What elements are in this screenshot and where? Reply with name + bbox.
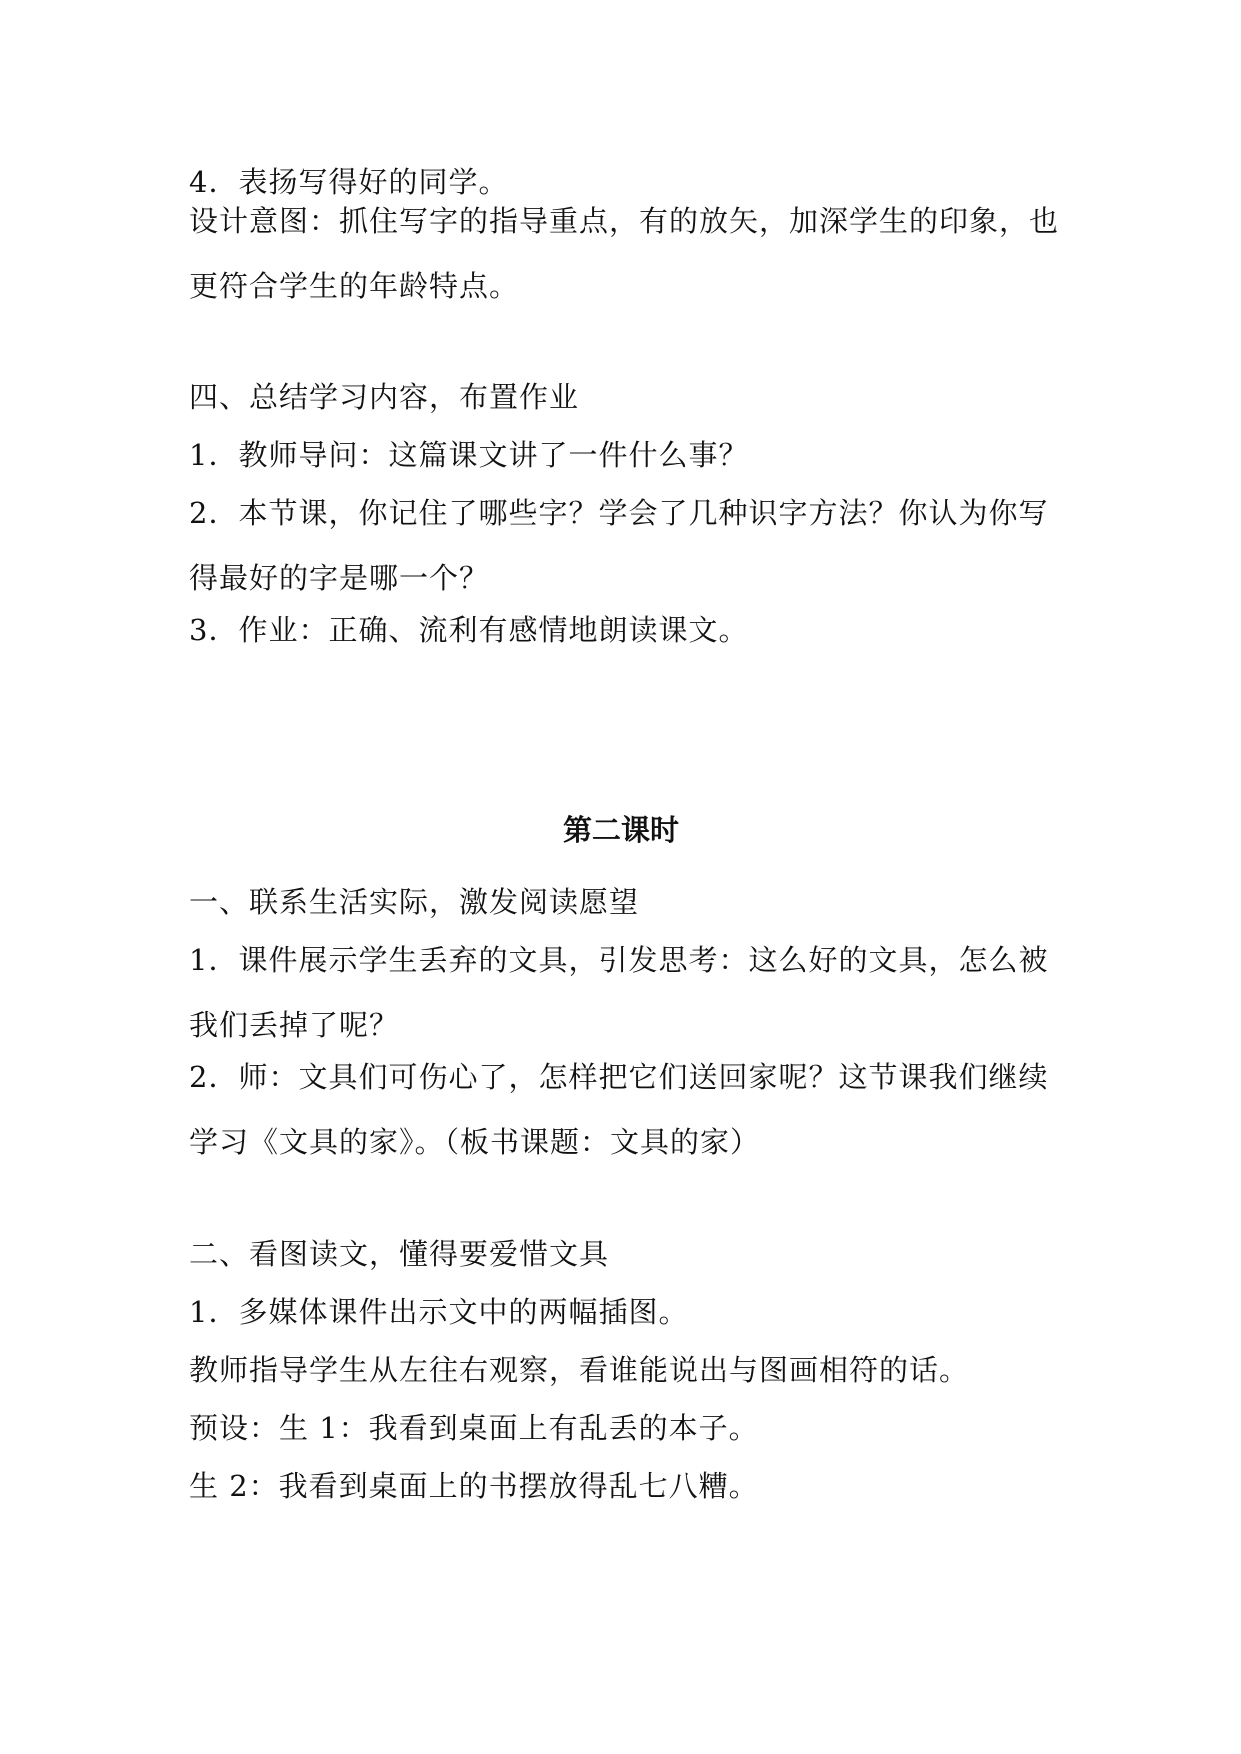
section-heading-picture: 二、看图读文，懂得要爱惜文具 [189,1237,610,1271]
paragraph-student-1: 预设：生 1：我看到桌面上有乱丢的本子。 [189,1411,759,1445]
paragraph-teacher-intro: 2．师：文具们可伤心了，怎样把它们送回家呢？这节课我们继续学习《文具的家》。（板书课题：文具的家） [189,1060,1049,1159]
paragraph-courseware: 1．课件展示学生丢弃的文具，引发思考：这么好的文具，怎么被我们丢掉了呢？ [189,943,1049,1042]
paragraph-design-intent: 设计意图：抓住写字的指导重点，有的放矢，加深学生的印象，也更符合学生的年龄特点。 [189,204,1060,303]
paragraph-observe: 教师指导学生从左往右观察，看谁能说出与图画相符的话。 [189,1353,970,1387]
paragraph-student-2: 生 2：我看到桌面上的书摆放得乱七八糟。 [189,1469,759,1503]
section-heading-summary: 四、总结学习内容，布置作业 [189,380,580,414]
paragraph-praise: 4．表扬写得好的同学。 [189,165,509,199]
paragraph-homework: 3．作业：正确、流利有感情地朗读课文。 [189,613,749,647]
paragraph-review-question: 2．本节课，你记住了哪些字？学会了几种识字方法？你认为你写得最好的字是哪一个？ [189,496,1049,595]
section-heading-life: 一、联系生活实际，激发阅读愿望 [189,885,640,919]
paragraph-multimedia: 1．多媒体课件出示文中的两幅插图。 [189,1295,689,1329]
lesson-heading: 第二课时 [562,813,679,847]
paragraph-teacher-question: 1．教师导问：这篇课文讲了一件什么事？ [189,438,749,472]
